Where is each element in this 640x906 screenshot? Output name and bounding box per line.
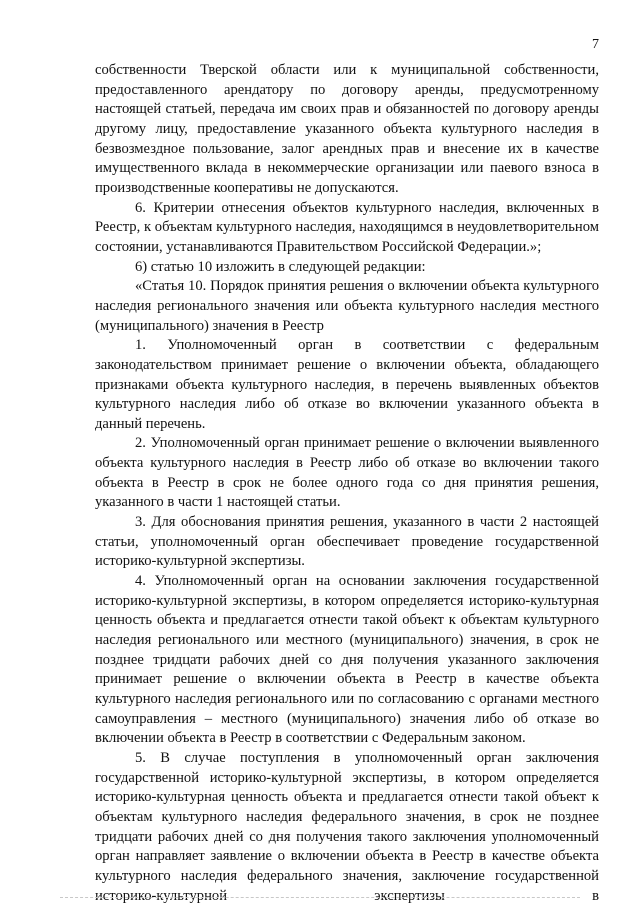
- document-body: [95, 61, 599, 906]
- paragraph-article-10-part-5: 5. В случае поступления в уполномоченный орган заключения государственной историко-культурной экспертизы, в котором определяется историко-культурная ценность объекта и предлагается отнести такой объект к объектам культурного наследия федерального значения, в срок не позднее тридцати рабочих дней со дня получения такого заключения уполномоченный орган направляет заявление о включении объекта в Реестр в качестве объекта культурного наследия федерального значения, заключение государственной историко-культурной экспертизы в: [95, 749, 599, 904]
- paragraph-article-10-heading: «Статья 10. Порядок принятия решения о включении объекта культурного наследия регионального значения или объекта культурного наследия местного (муниципального) значения в Реестр: [95, 278, 599, 334]
- paragraph-item-6-criteria: 6. Критерии отнесения объектов культурного наследия, включенных в Реестр, к объектам культурного наследия, находящимся в неудовлетворительном состоянии, устанавливаются Правительством Российской Федерации.»;: [95, 199, 599, 255]
- paragraph-article-10-part-2: 2. Уполномоченный орган принимает решение о включении выявленного объекта культурного наследия в Реестр либо об отказе во включении такого объекта в Реестр в срок не более одного года со дня принятия решения, указанного в части 1 настоящей статьи.: [95, 435, 599, 511]
- paragraph-article-10-part-4: 4. Уполномоченный орган на основании заключения государственной историко-культурной экспертизы, в котором определяется историко-культурная ценность объекта и предлагается отнести такой объект к объектам культурного наследия регионального или местного (муниципального) значения, в срок не позднее тридцати рабочих дней со дня получения указанного заключения принимает решение о включении объекта в Реестр в качестве объекта культурного наследия регионального или по согласованию с органами местного самоуправления – местного (муниципального) значения либо об отказе во включении объекта в Реестр в соответствии с Федеральным законом.: [95, 573, 599, 747]
- paragraph-continuation: собственности Тверской области или к муниципальной собственности, предоставленного арендатору по договору аренды, предусмотренному настоящей статьей, передача им своих прав и обязанностей по договору аренды другому лицу, предоставление указанного объекта культурного наследия в безвозмездное пользование, залог арендных прав и внесение их в качестве имущественного вклада в некоммерческие организации или паевого взноса в производственные кооперативы не допускаются.: [95, 62, 599, 196]
- scan-edge-divider: [60, 897, 580, 898]
- paragraph-article-10-part-3: 3. Для обоснования принятия решения, указанного в части 2 настоящей статьи, уполномоченный орган обеспечивает проведение государственной историко-культурной экспертизы.: [95, 514, 599, 570]
- paragraph-article-10-part-1: 1. Уполномоченный орган в соответствии с федеральным законодательством принимает решение о включении объекта, обладающего признаками объекта культурного наследия, в перечень выявленных объектов культурного наследия либо об отказе во включении указанного объекта в данный перечень.: [95, 337, 599, 432]
- page-number: 7: [592, 37, 599, 52]
- paragraph-amendment-6: 6) статью 10 изложить в следующей редакции:: [135, 258, 426, 275]
